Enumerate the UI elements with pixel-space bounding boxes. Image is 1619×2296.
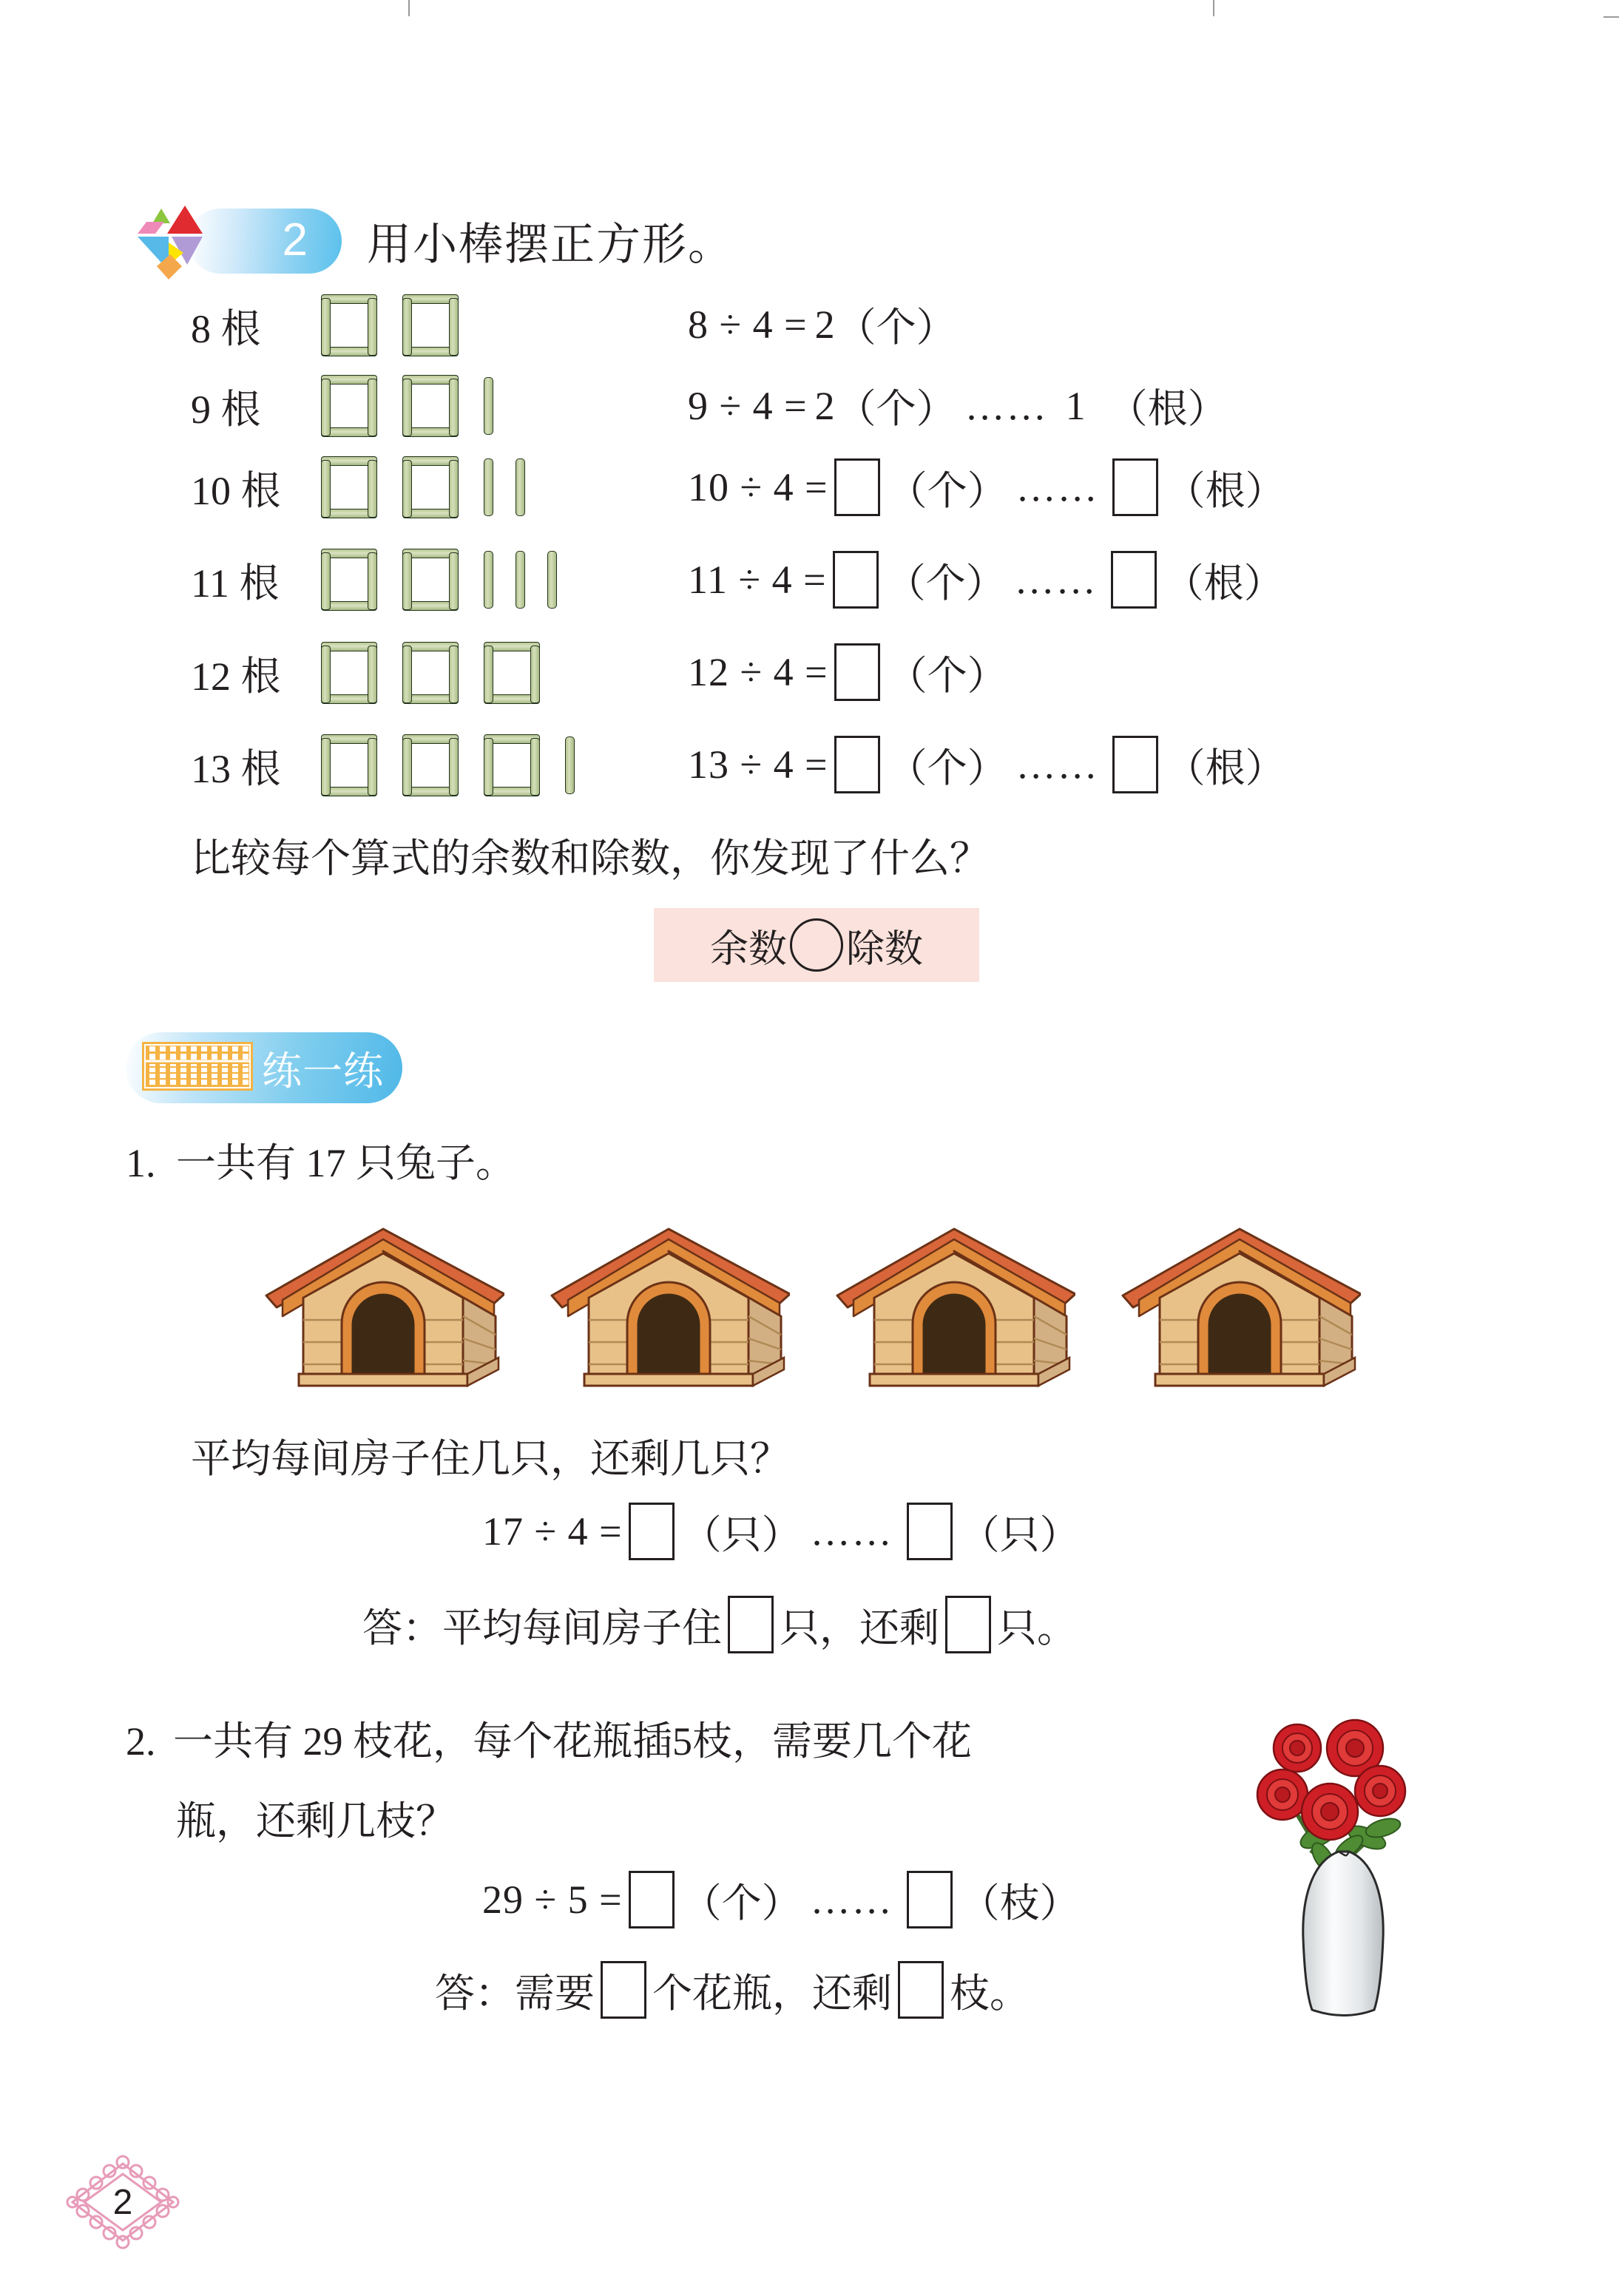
q1-answer-line xyxy=(362,1596,1077,1653)
equation-lhs: 10 ÷ 4 = xyxy=(688,465,828,509)
q1-answer-mid2: 只。 xyxy=(997,1605,1077,1650)
stick-diagram xyxy=(321,294,484,356)
stick-square xyxy=(402,642,459,704)
q2-stem-text-1: 一共有 29 枝花，每个花瓶插5枝，需要几个花 xyxy=(173,1719,972,1764)
stick-square xyxy=(402,294,459,356)
dog-house-icon xyxy=(546,1213,790,1394)
q2-answer-prefix: 答：需要 xyxy=(435,1971,595,2016)
practice-label: 练一练 xyxy=(262,1049,384,1094)
section-title: 用小棒摆正方形。 xyxy=(367,220,734,269)
loose-stick xyxy=(484,377,493,435)
crop-mark-right-top xyxy=(1603,16,1619,18)
page-number: 2 xyxy=(112,2182,133,2222)
stick-row-label: 11 根 xyxy=(191,561,280,606)
equation-dots: …… xyxy=(1014,558,1098,602)
stick-row-label: 12 根 xyxy=(191,654,281,699)
crop-mark-top-left xyxy=(408,0,410,16)
stick-square xyxy=(321,456,377,518)
q2-stem-line1 xyxy=(126,1710,972,1767)
loose-stick xyxy=(565,736,575,794)
q1-quotient-unit: （只） xyxy=(681,1512,802,1557)
loose-stick xyxy=(484,551,493,609)
equation-quotient-unit: （个） xyxy=(887,468,1007,513)
tangram-icon xyxy=(126,194,220,288)
loose-stick xyxy=(516,551,525,609)
stick-diagram xyxy=(321,456,547,518)
stick-row-label: 8 根 xyxy=(191,306,261,351)
stick-row xyxy=(191,456,547,518)
q1-stem-text: 一共有 17 只兔子。 xyxy=(176,1141,516,1185)
q2-answer-blank-2[interactable] xyxy=(898,1961,944,2019)
q1-quotient-blank[interactable] xyxy=(629,1503,675,1560)
q1-answer-blank-2[interactable] xyxy=(945,1596,991,1653)
stick-square xyxy=(321,642,377,704)
compare-question: 比较每个算式的余数和除数，你发现了什么？ xyxy=(191,836,990,881)
equation-row xyxy=(688,296,958,353)
section-header xyxy=(126,194,734,288)
q1-equation-dots: …… xyxy=(810,1509,893,1554)
equation-lhs: 8 ÷ 4 = xyxy=(688,302,808,347)
stick-row xyxy=(191,549,579,611)
equation-remainder-unit: （根） xyxy=(1107,387,1228,431)
stick-row-label: 13 根 xyxy=(191,746,281,791)
section-number: 2 xyxy=(282,214,308,266)
stick-square xyxy=(402,375,459,437)
practice-banner xyxy=(126,1032,402,1103)
rose-vase-icon xyxy=(1222,1717,1444,2050)
q2-equation xyxy=(482,1871,1081,1928)
comparison-circle-blank[interactable] xyxy=(790,918,843,972)
dog-house-icon xyxy=(831,1213,1075,1394)
page-folio xyxy=(58,2153,188,2251)
stick-square xyxy=(321,294,377,356)
equation-lhs: 13 ÷ 4 = xyxy=(688,742,828,787)
q2-equation-lhs: 29 ÷ 5 = xyxy=(482,1877,623,1922)
q1-equation-lhs: 17 ÷ 4 = xyxy=(482,1509,623,1554)
stick-square xyxy=(402,456,459,518)
q1-answer-mid1: 只，还剩 xyxy=(780,1605,939,1650)
q1-remainder-unit: （只） xyxy=(959,1512,1080,1557)
stick-square xyxy=(402,734,459,796)
equation-lhs: 9 ÷ 4 = xyxy=(688,383,808,428)
q2-quotient-unit: （个） xyxy=(681,1880,802,1926)
stick-square xyxy=(321,375,377,437)
stick-square xyxy=(484,734,540,796)
quotient-blank[interactable] xyxy=(833,551,879,609)
equation-row xyxy=(688,643,1009,701)
q2-answer-mid1: 个花瓶，还剩 xyxy=(652,1971,892,2016)
loose-stick xyxy=(516,458,525,516)
q1-remainder-blank[interactable] xyxy=(907,1503,953,1560)
equation-remainder: 1 xyxy=(1065,383,1086,428)
quotient-blank[interactable] xyxy=(834,643,880,701)
stick-diagram xyxy=(321,734,597,796)
stick-diagram xyxy=(321,549,579,611)
equation-remainder-unit: （根） xyxy=(1165,468,1285,513)
compare-right-term: 除数 xyxy=(846,928,924,971)
stick-row xyxy=(191,642,565,704)
q1-stem xyxy=(126,1131,516,1188)
equation-row xyxy=(688,458,1287,516)
dog-house-group xyxy=(260,1213,1361,1394)
abacus-icon xyxy=(142,1042,253,1094)
q1-number: 1. xyxy=(126,1141,156,1185)
stick-row xyxy=(191,734,597,796)
equation-quotient-unit: （个） xyxy=(836,387,956,431)
equation-row xyxy=(688,377,1229,434)
q2-remainder-blank[interactable] xyxy=(907,1871,953,1928)
equation-remainder-unit: （根） xyxy=(1163,561,1284,606)
q2-stem-line2: 瓶，还剩几枝？ xyxy=(176,1799,456,1843)
equation-quotient: 2 xyxy=(814,383,835,428)
stick-diagram xyxy=(321,375,516,437)
stick-diagram xyxy=(321,642,565,704)
equation-lhs: 11 ÷ 4 = xyxy=(688,558,827,602)
crop-mark-top-right xyxy=(1213,0,1214,16)
loose-stick xyxy=(547,551,557,609)
equation-quotient: 2 xyxy=(814,302,835,347)
equation-dots: …… xyxy=(1015,742,1099,787)
stick-row-label: 9 根 xyxy=(191,387,261,432)
stick-square xyxy=(321,549,377,611)
stick-row-label: 10 根 xyxy=(191,468,281,513)
q2-equation-dots: …… xyxy=(810,1877,893,1922)
quotient-blank[interactable] xyxy=(834,458,880,516)
stick-square xyxy=(321,734,377,796)
remainder-blank[interactable] xyxy=(1112,736,1158,793)
equation-lhs: 12 ÷ 4 = xyxy=(688,650,828,694)
dog-house-icon xyxy=(1117,1213,1361,1394)
equation-quotient-unit: （个） xyxy=(887,745,1007,790)
q1-equation xyxy=(482,1503,1081,1560)
q2-quotient-blank[interactable] xyxy=(629,1871,675,1928)
equation-dots: …… xyxy=(1015,465,1099,509)
equation-remainder-unit: （根） xyxy=(1165,745,1285,790)
remainder-blank[interactable] xyxy=(1111,551,1157,609)
loose-stick xyxy=(484,458,493,516)
q1-answer-blank-1[interactable] xyxy=(728,1596,774,1653)
equation-quotient-unit: （个） xyxy=(836,305,956,350)
q2-answer-mid2: 枝。 xyxy=(950,1971,1030,2016)
q1-answer-prefix: 答：平均每间房子住 xyxy=(362,1605,722,1650)
q2-answer-line xyxy=(435,1961,1030,2019)
stick-row xyxy=(191,375,516,437)
compare-answer-box xyxy=(654,908,979,982)
stick-square xyxy=(484,642,540,704)
q2-answer-blank-1[interactable] xyxy=(601,1961,646,2019)
q2-number: 2. xyxy=(126,1719,156,1764)
dog-house-icon xyxy=(260,1213,504,1394)
remainder-blank[interactable] xyxy=(1112,458,1158,516)
equation-dots: …… xyxy=(964,383,1048,428)
q2-remainder-unit: （枝） xyxy=(959,1880,1080,1926)
stick-square xyxy=(402,549,459,611)
equation-row xyxy=(688,551,1285,609)
compare-left-term: 余数 xyxy=(709,928,787,971)
equation-quotient-unit: （个） xyxy=(887,653,1007,698)
equation-row xyxy=(688,736,1287,793)
q1-ask: 平均每间房子住几只，还剩几只？ xyxy=(191,1437,790,1481)
equation-quotient-unit: （个） xyxy=(885,561,1006,606)
quotient-blank[interactable] xyxy=(834,736,880,793)
stick-row xyxy=(191,294,484,356)
